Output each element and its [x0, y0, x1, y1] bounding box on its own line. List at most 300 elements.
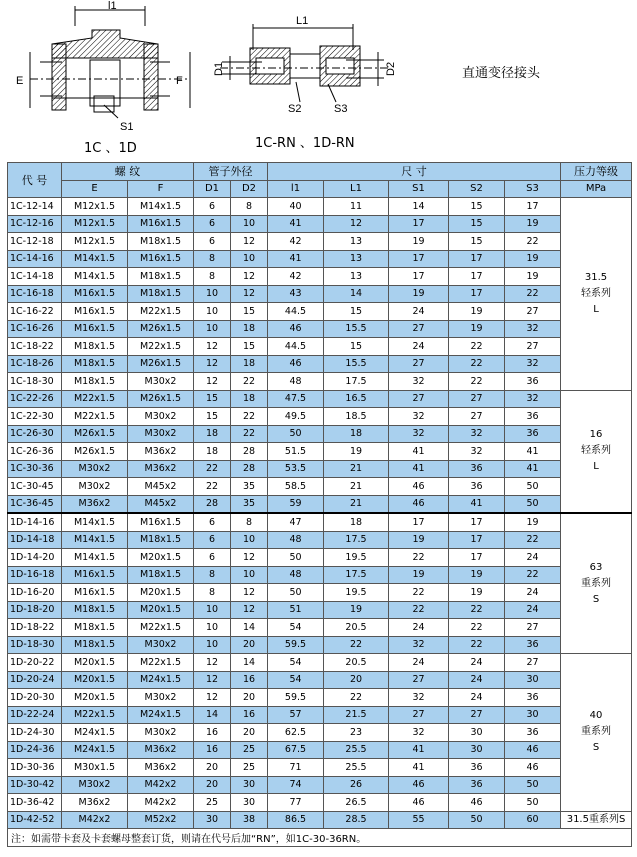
table-cell: 46 [389, 495, 449, 513]
table-cell: M36x2 [128, 443, 194, 461]
table-cell: 50 [449, 811, 505, 829]
table-cell: 46 [449, 794, 505, 812]
pressure-class-cell [561, 390, 632, 513]
table-cell: 32 [389, 689, 449, 707]
table-cell: 10 [231, 215, 268, 233]
table-cell: 16 [194, 741, 231, 759]
table-cell: 74 [268, 776, 324, 794]
table-cell: M30x1.5 [62, 759, 128, 777]
table-cell: 8 [194, 268, 231, 286]
table-cell: 32 [389, 425, 449, 443]
table-cell: 15 [194, 408, 231, 426]
header-L1: L1 [324, 180, 389, 198]
table-cell: M36x2 [128, 460, 194, 478]
cell-code: 1D-24-36 [8, 741, 62, 759]
caption-title: 直通变径接头 [462, 66, 541, 81]
pressure-class-line: 重系列 [581, 726, 612, 738]
note-row [8, 829, 632, 847]
table-cell: 17.5 [324, 373, 389, 391]
table-cell: M14x1.5 [62, 250, 128, 268]
header-code: 代 号 [8, 163, 62, 198]
table-cell: 6 [194, 233, 231, 251]
table-cell: 19 [505, 215, 561, 233]
pressure-class-line: 40 [589, 710, 603, 722]
table-cell: 24 [505, 601, 561, 619]
table-cell: 44.5 [268, 338, 324, 356]
table-cell: M18x1.5 [128, 233, 194, 251]
table-row [8, 355, 632, 373]
table-cell: 12 [231, 268, 268, 286]
label-F: F [176, 75, 183, 87]
table-cell: M20x1.5 [128, 601, 194, 619]
table-cell: 22 [449, 601, 505, 619]
table-cell: M36x2 [62, 794, 128, 812]
table-cell: 10 [194, 285, 231, 303]
table-cell: 36 [505, 689, 561, 707]
cell-code: 1D-18-22 [8, 619, 62, 637]
table-cell: M26x1.5 [62, 443, 128, 461]
caption-fig2: 1C-RN 、1D-RN [255, 136, 355, 151]
table-cell: 14 [324, 285, 389, 303]
table-cell: 44.5 [268, 303, 324, 321]
table-cell: 17 [389, 215, 449, 233]
table-cell: 58.5 [268, 478, 324, 496]
header-F: F [128, 180, 194, 198]
table-cell: 25.5 [324, 741, 389, 759]
table-cell: 20 [231, 724, 268, 742]
table-cell: M22x1.5 [128, 619, 194, 637]
table-cell: 12 [231, 285, 268, 303]
table-cell: 22 [231, 425, 268, 443]
table-cell: 18 [231, 320, 268, 338]
table-cell: M36x2 [62, 495, 128, 513]
table-cell: 12 [231, 549, 268, 567]
table-cell: 17 [449, 268, 505, 286]
table-cell: 14 [231, 619, 268, 637]
table-cell: 36 [449, 460, 505, 478]
table-cell: 15 [449, 215, 505, 233]
table-cell: 36 [505, 636, 561, 654]
table-cell: 15 [194, 390, 231, 408]
label-S2: S2 [288, 103, 302, 115]
table-cell: 24 [389, 338, 449, 356]
label-E: E [16, 75, 24, 87]
table-cell: M16x1.5 [62, 584, 128, 602]
table-cell: 17 [449, 513, 505, 531]
table-cell: 42 [268, 233, 324, 251]
table-cell: 22 [194, 478, 231, 496]
table-cell: M24x1.5 [128, 671, 194, 689]
table-cell: 10 [194, 636, 231, 654]
cell-code: 1C-16-26 [8, 320, 62, 338]
table-cell: M14x1.5 [62, 268, 128, 286]
table-cell: 22 [505, 531, 561, 549]
table-cell: 46 [505, 759, 561, 777]
table-cell: 36 [505, 724, 561, 742]
table-cell: 22 [231, 408, 268, 426]
table-row [8, 741, 632, 759]
table-cell: 30 [449, 741, 505, 759]
table-cell: 22 [505, 285, 561, 303]
pressure-class-line: 63 [589, 561, 603, 573]
table-row [8, 776, 632, 794]
table-cell: M20x1.5 [128, 549, 194, 567]
table-cell: 51.5 [268, 443, 324, 461]
table-cell: 13 [324, 250, 389, 268]
table-cell: M26x1.5 [128, 355, 194, 373]
table-cell: 60 [505, 811, 561, 829]
table-cell: M12x1.5 [62, 233, 128, 251]
table-cell: 22 [389, 601, 449, 619]
table-cell: M42x2 [62, 811, 128, 829]
table-cell: 32 [505, 390, 561, 408]
table-cell: 54 [268, 654, 324, 672]
pressure-class-cell [561, 198, 632, 391]
fitting-body-drawing-1 [30, 6, 190, 118]
cell-code: 1C-26-30 [8, 425, 62, 443]
cell-code: 1C-22-30 [8, 408, 62, 426]
table-row [8, 531, 632, 549]
cell-code: 1D-14-18 [8, 531, 62, 549]
table-cell: 43 [268, 285, 324, 303]
table-cell: 16 [194, 724, 231, 742]
table-cell: M45x2 [128, 478, 194, 496]
table-row [8, 549, 632, 567]
table-cell: M30x2 [62, 776, 128, 794]
label-L1: L1 [296, 15, 309, 27]
table-cell: 22 [449, 355, 505, 373]
table-cell: 27 [505, 619, 561, 637]
table-cell: 15 [324, 338, 389, 356]
table-cell: 50 [505, 794, 561, 812]
table-cell: 54 [268, 619, 324, 637]
header-dims: 尺 寸 [268, 163, 561, 181]
cell-code: 1C-18-26 [8, 355, 62, 373]
table-cell: M16x1.5 [128, 215, 194, 233]
table-cell: 27 [389, 671, 449, 689]
table-cell: M16x1.5 [62, 566, 128, 584]
table-cell: 41 [268, 250, 324, 268]
table-cell: 27 [389, 355, 449, 373]
cell-code: 1D-14-20 [8, 549, 62, 567]
table-cell: 35 [231, 478, 268, 496]
table-cell: 50 [505, 478, 561, 496]
table-cell: 20.5 [324, 654, 389, 672]
cell-code: 1D-20-30 [8, 689, 62, 707]
table-row [8, 495, 632, 513]
table-row [8, 443, 632, 461]
table-cell: 18 [231, 390, 268, 408]
table-cell: 12 [194, 373, 231, 391]
table-cell: 10 [194, 601, 231, 619]
table-cell: M30x2 [62, 460, 128, 478]
table-cell: 18 [194, 425, 231, 443]
table-cell: 15.5 [324, 355, 389, 373]
pressure-class-cell [561, 811, 632, 829]
table-cell: 59.5 [268, 636, 324, 654]
table-cell: 8 [231, 198, 268, 216]
table-cell: 17 [449, 531, 505, 549]
table-cell: 19 [449, 566, 505, 584]
table-cell: 51 [268, 601, 324, 619]
table-cell: M18x1.5 [128, 268, 194, 286]
table-body [8, 198, 632, 829]
table-cell: M26x1.5 [128, 320, 194, 338]
pressure-class-line: 31.5重系列S [566, 813, 626, 825]
cell-code: 1C-16-18 [8, 285, 62, 303]
table-cell: 27 [389, 320, 449, 338]
table-cell: 32 [505, 320, 561, 338]
pressure-class-cell [561, 654, 632, 812]
table-cell: 46 [268, 355, 324, 373]
table-cell: M52x2 [128, 811, 194, 829]
table-row [8, 478, 632, 496]
table-cell: 50 [268, 584, 324, 602]
label-S1: S1 [120, 121, 134, 133]
table-cell: 20 [194, 759, 231, 777]
table-cell: M24x1.5 [128, 706, 194, 724]
table-cell: 12 [194, 689, 231, 707]
table-cell: M14x1.5 [62, 549, 128, 567]
order-note: 注：如需带卡套及卡套螺母整套订货，则请在代号后加“RN”，如1C-30-36RN。 [8, 829, 632, 847]
cell-code: 1C-14-16 [8, 250, 62, 268]
table-cell: 20.5 [324, 619, 389, 637]
table-cell: M18x1.5 [128, 566, 194, 584]
table-cell: 22 [505, 233, 561, 251]
table-cell: 17 [449, 285, 505, 303]
table-cell: 8 [231, 513, 268, 531]
cell-code: 1D-20-22 [8, 654, 62, 672]
cell-code: 1D-30-36 [8, 759, 62, 777]
table-cell: 27 [449, 390, 505, 408]
table-cell: 20 [194, 776, 231, 794]
table-cell: 28 [194, 495, 231, 513]
table-cell: 22 [324, 636, 389, 654]
table-cell: M18x1.5 [62, 619, 128, 637]
table-cell: 12 [231, 601, 268, 619]
fitting-assembly-drawing-2 [220, 24, 390, 102]
header-l1: l1 [268, 180, 324, 198]
table-cell: 22 [194, 460, 231, 478]
table-cell: 18 [231, 355, 268, 373]
table-row [8, 689, 632, 707]
table-cell: 41 [389, 460, 449, 478]
table-cell: 27 [505, 654, 561, 672]
table-cell: 21 [324, 495, 389, 513]
table-cell: 36 [449, 759, 505, 777]
table-cell: 6 [194, 215, 231, 233]
table-cell: M16x1.5 [62, 303, 128, 321]
table-cell: 14 [194, 706, 231, 724]
table-cell: 17 [389, 250, 449, 268]
table-row [8, 285, 632, 303]
table-cell: 48 [268, 373, 324, 391]
table-row [8, 636, 632, 654]
table-cell: 6 [194, 531, 231, 549]
table-cell: 30 [505, 706, 561, 724]
table-cell: M22x1.5 [128, 303, 194, 321]
table-cell: 12 [194, 654, 231, 672]
table-cell: 21 [324, 478, 389, 496]
label-D1: D1 [213, 61, 225, 76]
table-cell: M30x2 [128, 724, 194, 742]
table-cell: 59 [268, 495, 324, 513]
table-cell: 32 [449, 425, 505, 443]
table-cell: 19 [505, 513, 561, 531]
table-cell: M22x1.5 [62, 390, 128, 408]
label-D2: D2 [385, 61, 397, 76]
table-cell: 47.5 [268, 390, 324, 408]
table-cell: 15 [449, 233, 505, 251]
caption-fig1: 1C 、1D [84, 141, 137, 156]
table-cell: 22 [389, 549, 449, 567]
table-cell: 10 [194, 320, 231, 338]
table-cell: M30x2 [62, 478, 128, 496]
table-row [8, 584, 632, 602]
pressure-class-line: S [592, 742, 600, 754]
table-cell: 19 [324, 443, 389, 461]
header-S2: S2 [449, 180, 505, 198]
table-cell: 12 [194, 671, 231, 689]
cell-code: 1D-14-16 [8, 513, 62, 531]
table-cell: 13 [324, 233, 389, 251]
table-cell: 46 [268, 320, 324, 338]
table-cell: 22 [449, 619, 505, 637]
table-cell: 46 [389, 478, 449, 496]
table-cell: 25.5 [324, 759, 389, 777]
table-cell: 21 [324, 460, 389, 478]
pressure-class-line: 31.5 [584, 271, 608, 283]
table-row [8, 759, 632, 777]
table-row [8, 566, 632, 584]
table-cell: M16x1.5 [128, 250, 194, 268]
table-cell: 24 [449, 654, 505, 672]
table-cell: 55 [389, 811, 449, 829]
table-row [8, 250, 632, 268]
table-cell: M30x2 [128, 373, 194, 391]
table-cell: 18 [324, 425, 389, 443]
table-subheader-row [8, 180, 632, 198]
table-cell: 53.5 [268, 460, 324, 478]
table-cell: 15.5 [324, 320, 389, 338]
table-cell: M42x2 [128, 776, 194, 794]
cell-code: 1D-20-24 [8, 671, 62, 689]
table-cell: 30 [231, 794, 268, 812]
table-cell: M30x2 [128, 425, 194, 443]
table-cell: 54 [268, 671, 324, 689]
table-cell: 15 [449, 198, 505, 216]
table-cell: 24 [389, 303, 449, 321]
table-cell: 19 [449, 320, 505, 338]
table-cell: 19 [449, 303, 505, 321]
table-cell: 12 [324, 215, 389, 233]
table-cell: M30x2 [128, 689, 194, 707]
table-cell: 26 [324, 776, 389, 794]
header-D2: D2 [231, 180, 268, 198]
table-cell: 41 [389, 759, 449, 777]
table-cell: 35 [231, 495, 268, 513]
table-row [8, 706, 632, 724]
table-cell: M14x1.5 [128, 198, 194, 216]
table-cell: 40 [268, 198, 324, 216]
table-cell: 20 [231, 689, 268, 707]
table-row [8, 724, 632, 742]
table-row [8, 671, 632, 689]
header-mpa: MPa [561, 180, 632, 198]
header-S1: S1 [389, 180, 449, 198]
table-row [8, 654, 632, 672]
table-cell: 41 [505, 443, 561, 461]
pressure-class-line: 16 [589, 429, 603, 441]
table-cell: 41 [268, 215, 324, 233]
table-cell: 10 [231, 531, 268, 549]
table-cell: M18x1.5 [62, 355, 128, 373]
table-cell: 12 [231, 584, 268, 602]
cell-code: 1D-42-52 [8, 811, 62, 829]
table-cell: 50 [505, 776, 561, 794]
table-cell: M18x1.5 [62, 601, 128, 619]
table-cell: M18x1.5 [62, 636, 128, 654]
pressure-class-cell [561, 513, 632, 654]
table-cell: M16x1.5 [128, 513, 194, 531]
table-row [8, 425, 632, 443]
table-cell: M14x1.5 [62, 531, 128, 549]
cell-code: 1D-18-20 [8, 601, 62, 619]
header-E: E [62, 180, 128, 198]
table-cell: 59.5 [268, 689, 324, 707]
cell-code: 1C-16-22 [8, 303, 62, 321]
table-cell: 24 [449, 689, 505, 707]
table-cell: 10 [194, 303, 231, 321]
cell-code: 1C-12-18 [8, 233, 62, 251]
table-cell: 57 [268, 706, 324, 724]
header-S3: S3 [505, 180, 561, 198]
cell-code: 1D-30-42 [8, 776, 62, 794]
table-cell: M20x1.5 [62, 689, 128, 707]
table-cell: 10 [231, 566, 268, 584]
cell-code: 1C-18-22 [8, 338, 62, 356]
table-cell: 15 [231, 338, 268, 356]
table-cell: 26.5 [324, 794, 389, 812]
table-cell: M22x1.5 [128, 654, 194, 672]
cell-code: 1C-12-14 [8, 198, 62, 216]
pressure-class-line: 轻系列 [581, 287, 612, 299]
table-cell: 36 [505, 425, 561, 443]
pressure-class-line: L [593, 461, 599, 473]
table-cell: 6 [194, 549, 231, 567]
table-cell: 50 [268, 425, 324, 443]
table-cell: 27 [505, 303, 561, 321]
pressure-class-line: 重系列 [581, 577, 612, 589]
table-cell: M36x2 [128, 741, 194, 759]
table-cell: 49.5 [268, 408, 324, 426]
table-cell: 50 [268, 549, 324, 567]
header-D1: D1 [194, 180, 231, 198]
cell-code: 1C-18-30 [8, 373, 62, 391]
table-cell: M12x1.5 [62, 198, 128, 216]
table-cell: 86.5 [268, 811, 324, 829]
table-cell: 36 [505, 408, 561, 426]
table-row [8, 198, 632, 216]
table-cell: 16 [231, 706, 268, 724]
table-cell: 19 [389, 531, 449, 549]
table-cell: M16x1.5 [62, 320, 128, 338]
table-cell: 16 [231, 671, 268, 689]
table-cell: 8 [194, 566, 231, 584]
table-cell: M20x1.5 [62, 654, 128, 672]
table-row [8, 601, 632, 619]
table-cell: 41 [389, 443, 449, 461]
